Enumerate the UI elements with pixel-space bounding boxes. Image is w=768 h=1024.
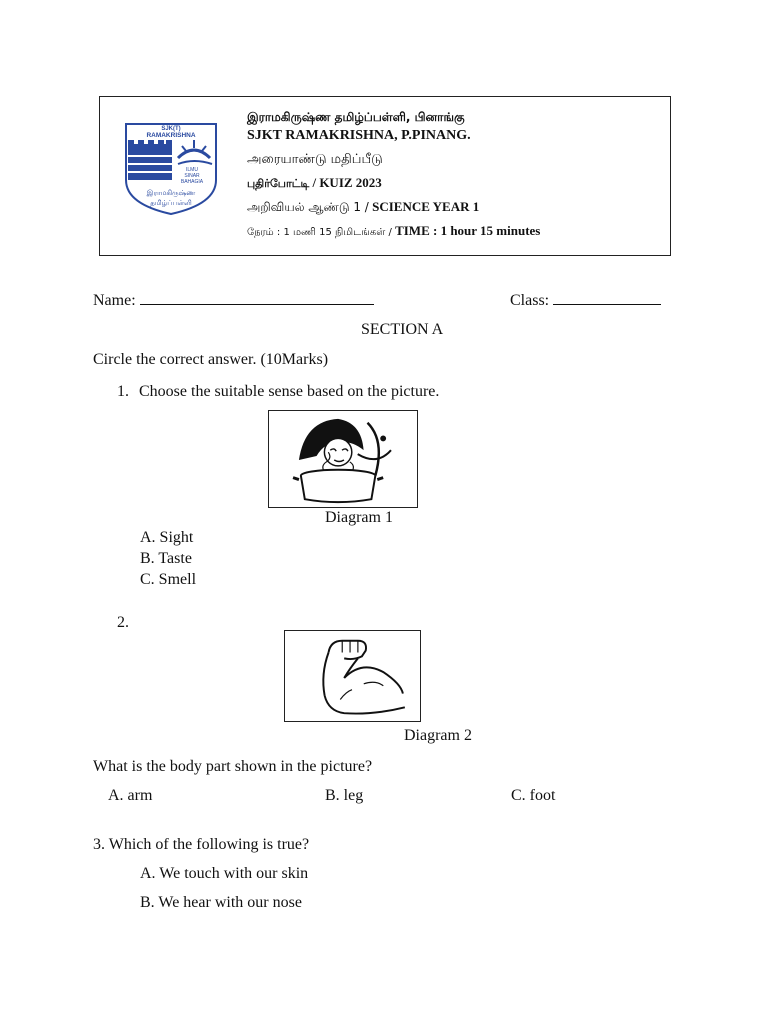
subject-line xyxy=(247,199,479,216)
q1-option-a[interactable]: A. Sight xyxy=(140,529,194,546)
name-field-row xyxy=(93,290,374,310)
logo-tamil-2: தமிழ்ப்பள்ளி xyxy=(150,199,192,207)
name-blank-line[interactable] xyxy=(140,290,374,305)
section-title: SECTION A xyxy=(361,321,444,338)
school-name-tamil: இராமகிருஷ்ண தமிழ்ப்பள்ளி, பினாங்கு xyxy=(247,110,465,124)
class-field-row xyxy=(510,290,661,310)
time-tamil: நேரம் : 1 மணி 15 நிமிடங்கள் / xyxy=(247,227,392,238)
quiz-english: / KUIZ 2023 xyxy=(312,175,382,190)
subject-tamil: அறிவியல் ஆண்டு 1 / xyxy=(247,200,369,214)
q1-number: 1. xyxy=(117,383,129,400)
subject-english: SCIENCE YEAR 1 xyxy=(372,199,480,214)
class-blank-line[interactable] xyxy=(553,290,661,305)
quiz-tamil: புதிர்போட்டி xyxy=(247,177,310,190)
q1-text: Choose the suitable sense based on the picture. xyxy=(139,383,440,400)
school-logo-icon xyxy=(122,118,220,216)
q1-option-b[interactable]: B. Taste xyxy=(140,550,192,567)
school-name-english: SJKT RAMAKRISHNA, P.PINANG. xyxy=(247,128,471,143)
q1-caption: Diagram 1 xyxy=(325,509,393,526)
q2-option-c[interactable]: C. foot xyxy=(511,787,556,804)
time-line xyxy=(247,223,540,239)
logo-top-text: SJK(T) xyxy=(161,126,181,132)
q2-option-a[interactable]: A. arm xyxy=(108,787,153,804)
q2-text: What is the body part shown in the picture? xyxy=(93,758,373,775)
time-english: TIME : 1 hour 15 minutes xyxy=(395,223,541,238)
logo-tamil-1: இராமகிருஷ்ண xyxy=(146,189,196,197)
flexed-arm-icon xyxy=(284,630,421,722)
q1-option-c[interactable]: C. Smell xyxy=(140,571,197,588)
q2-number: 2. xyxy=(117,614,129,631)
logo-name-text: RAMAKRISHNA xyxy=(146,132,196,139)
q3-option-b[interactable]: B. We hear with our nose xyxy=(140,894,302,911)
logo-motto-3: BAHAGIA xyxy=(180,179,204,185)
q3-text: 3. Which of the following is true? xyxy=(93,836,310,853)
q2-option-b[interactable]: B. leg xyxy=(325,787,364,804)
instruction-text: Circle the correct answer. (10Marks) xyxy=(93,351,329,368)
person-smelling-pot-icon xyxy=(268,410,418,508)
quiz-line xyxy=(247,175,382,192)
q3-option-a[interactable]: A. We touch with our skin xyxy=(140,865,309,882)
class-label: Class: xyxy=(510,292,550,309)
exam-title-tamil: அரையாண்டு மதிப்பீடு xyxy=(247,152,383,167)
q2-caption: Diagram 2 xyxy=(404,727,472,744)
logo-motto-1: ILMU xyxy=(186,167,198,173)
logo-motto-2: SINAR xyxy=(184,173,200,179)
name-label: Name: xyxy=(93,292,136,309)
